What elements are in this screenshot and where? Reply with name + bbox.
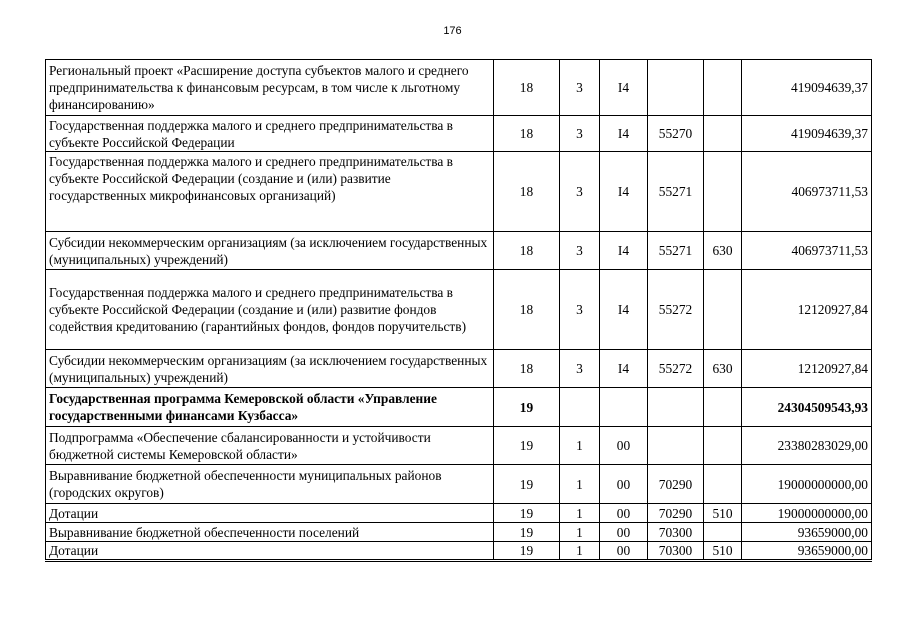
row-sum: 24304509543,93 [742,388,872,427]
row-expense-type [704,388,742,427]
table-row [46,232,872,270]
row-sum: 19000000000,00 [742,504,872,523]
row-direction-code: 70300 [648,523,704,542]
row-subprogram-code: 1 [560,542,600,561]
table-row [46,427,872,465]
row-direction-code: 55271 [648,152,704,232]
row-expense-type [704,116,742,152]
row-sum: 419094639,37 [742,116,872,152]
row-name: Дотации [46,504,494,523]
row-sum: 419094639,37 [742,60,872,116]
row-expense-type: 510 [704,542,742,561]
row-direction-code: 55272 [648,350,704,388]
row-name: Государственная поддержка малого и среднего предпринимательства в субъекте Российской Федерации (создание и (или) развитие фондов содействия кредитованию (гарантийных фондов, фондов поручительств) [46,270,494,350]
table-row [46,523,872,542]
row-measure-code: I4 [600,350,648,388]
row-expense-type: 630 [704,232,742,270]
row-program-code: 19 [494,465,560,504]
row-subprogram-code: 3 [560,270,600,350]
row-expense-type [704,152,742,232]
row-program-code: 18 [494,60,560,116]
row-sum: 406973711,53 [742,232,872,270]
page-number: 176 [443,25,462,37]
row-program-code: 18 [494,270,560,350]
table-row [46,350,872,388]
row-sum: 12120927,84 [742,270,872,350]
row-measure-code: 00 [600,504,648,523]
row-subprogram-code: 3 [560,116,600,152]
table-row [46,542,872,561]
row-subprogram-code: 1 [560,427,600,465]
table-row [46,270,872,350]
row-direction-code [648,427,704,465]
row-name: Государственная поддержка малого и среднего предпринимательства в субъекте Российской Федерации [46,116,494,152]
table-row [46,116,872,152]
row-subprogram-code: 1 [560,523,600,542]
row-measure-code: 00 [600,465,648,504]
row-name: Субсидии некоммерческим организациям (за исключением государственных (муниципальных) учреждений) [46,350,494,388]
row-measure-code: 00 [600,542,648,561]
row-program-code: 18 [494,116,560,152]
row-measure-code: I4 [600,232,648,270]
row-expense-type [704,465,742,504]
row-sum: 406973711,53 [742,152,872,232]
row-expense-type [704,427,742,465]
row-subprogram-code: 3 [560,60,600,116]
table-row [46,504,872,523]
row-measure-code: 00 [600,427,648,465]
row-measure-code: I4 [600,270,648,350]
row-program-code: 18 [494,350,560,388]
row-direction-code: 70290 [648,465,704,504]
row-sum: 12120927,84 [742,350,872,388]
row-direction-code [648,388,704,427]
row-measure-code [600,388,648,427]
row-name: Региональный проект «Расширение доступа субъектов малого и среднего предпринимательства к финансовым ресурсам, в том числе к льготному финансированию» [46,60,494,116]
row-name: Государственная поддержка малого и среднего предпринимательства в субъекте Российской Федерации (создание и (или) развитие государственных микрофинансовых организаций) [46,152,494,232]
row-expense-type: 630 [704,350,742,388]
row-name: Государственная программа Кемеровской области «Управление государственными финансами Кузбасса» [46,388,494,427]
row-sum: 23380283029,00 [742,427,872,465]
row-measure-code: I4 [600,116,648,152]
row-subprogram-code: 3 [560,350,600,388]
row-direction-code: 70290 [648,504,704,523]
row-subprogram-code: 3 [560,232,600,270]
row-measure-code: 00 [600,523,648,542]
row-measure-code: I4 [600,60,648,116]
row-subprogram-code: 1 [560,504,600,523]
row-program-code: 19 [494,388,560,427]
row-name: Субсидии некоммерческим организациям (за исключением государственных (муниципальных) учреждений) [46,232,494,270]
row-name: Дотации [46,542,494,561]
table-row [46,388,872,427]
table-row [46,465,872,504]
budget-table [45,59,872,562]
row-direction-code: 70300 [648,542,704,561]
row-program-code: 19 [494,542,560,561]
row-expense-type [704,60,742,116]
row-program-code: 19 [494,427,560,465]
row-sum: 19000000000,00 [742,465,872,504]
row-direction-code [648,60,704,116]
row-direction-code: 55270 [648,116,704,152]
row-program-code: 18 [494,152,560,232]
row-program-code: 19 [494,523,560,542]
row-sum: 93659000,00 [742,523,872,542]
table-row [46,60,872,116]
row-program-code: 19 [494,504,560,523]
row-subprogram-code: 3 [560,152,600,232]
row-name: Подпрограмма «Обеспечение сбалансированности и устойчивости бюджетной системы Кемеровской области» [46,427,494,465]
row-measure-code: I4 [600,152,648,232]
row-program-code: 18 [494,232,560,270]
row-expense-type [704,270,742,350]
row-direction-code: 55271 [648,232,704,270]
row-name: Выравнивание бюджетной обеспеченности муниципальных районов (городских округов) [46,465,494,504]
row-expense-type: 510 [704,504,742,523]
row-expense-type [704,523,742,542]
row-subprogram-code: 1 [560,465,600,504]
row-subprogram-code [560,388,600,427]
row-direction-code: 55272 [648,270,704,350]
row-sum: 93659000,00 [742,542,872,561]
table-row [46,152,872,232]
row-name: Выравнивание бюджетной обеспеченности поселений [46,523,494,542]
